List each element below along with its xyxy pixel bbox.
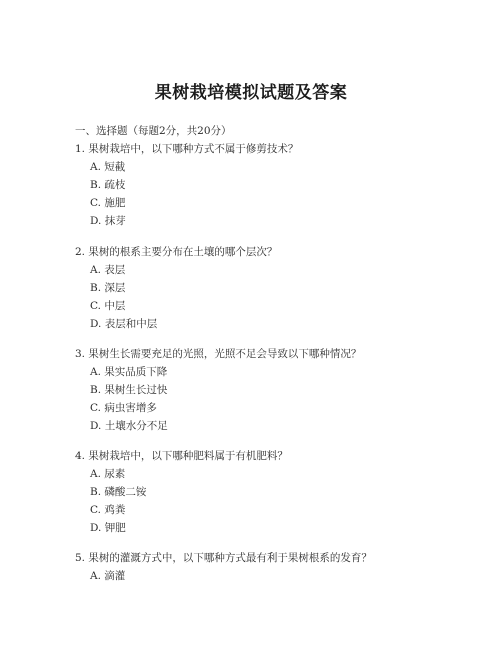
- question-4-option-c: C. 鸡粪: [90, 504, 126, 516]
- question-1: 1. 果树栽培中，以下哪种方式不属于修剪技术？: [75, 143, 299, 155]
- question-3-option-a: A. 果实品质下降: [90, 366, 168, 378]
- question-1-option-d: D. 抹芽: [90, 215, 126, 227]
- question-4: 4. 果树栽培中，以下哪种肥料属于有机肥料？: [75, 450, 288, 462]
- question-1-option-a: A. 短截: [90, 161, 126, 173]
- document-title: 果树栽培模拟试题及答案: [154, 83, 348, 103]
- question-4-option-d: D. 钾肥: [90, 522, 126, 534]
- section-heading: 一、选择题（每题2分，共20分）: [75, 125, 232, 137]
- question-2-option-c: C. 中层: [90, 300, 126, 312]
- question-4-option-a: A. 尿素: [90, 468, 126, 480]
- question-2-option-a: A. 表层: [90, 264, 126, 276]
- question-5: 5. 果树的灌溉方式中，以下哪种方式最有利于果树根系的发育？: [75, 552, 372, 564]
- question-1-option-b: B. 疏枝: [90, 179, 126, 191]
- question-3-option-c: C. 病虫害增多: [90, 402, 157, 414]
- question-2-option-d: D. 表层和中层: [90, 318, 158, 330]
- question-2-option-b: B. 深层: [90, 282, 126, 294]
- question-4-option-b: B. 磷酸二铵: [90, 486, 147, 498]
- question-1-option-c: C. 施肥: [90, 197, 126, 209]
- question-2: 2. 果树的根系主要分布在土壤的哪个层次？: [75, 246, 278, 258]
- question-3-option-b: B. 果树生长过快: [90, 384, 168, 396]
- question-3-option-d: D. 土壤水分不足: [90, 420, 168, 432]
- question-5-option-a: A. 滴灌: [90, 570, 126, 582]
- question-3: 3. 果树生长需要充足的光照，光照不足会导致以下哪种情况？: [75, 348, 362, 360]
